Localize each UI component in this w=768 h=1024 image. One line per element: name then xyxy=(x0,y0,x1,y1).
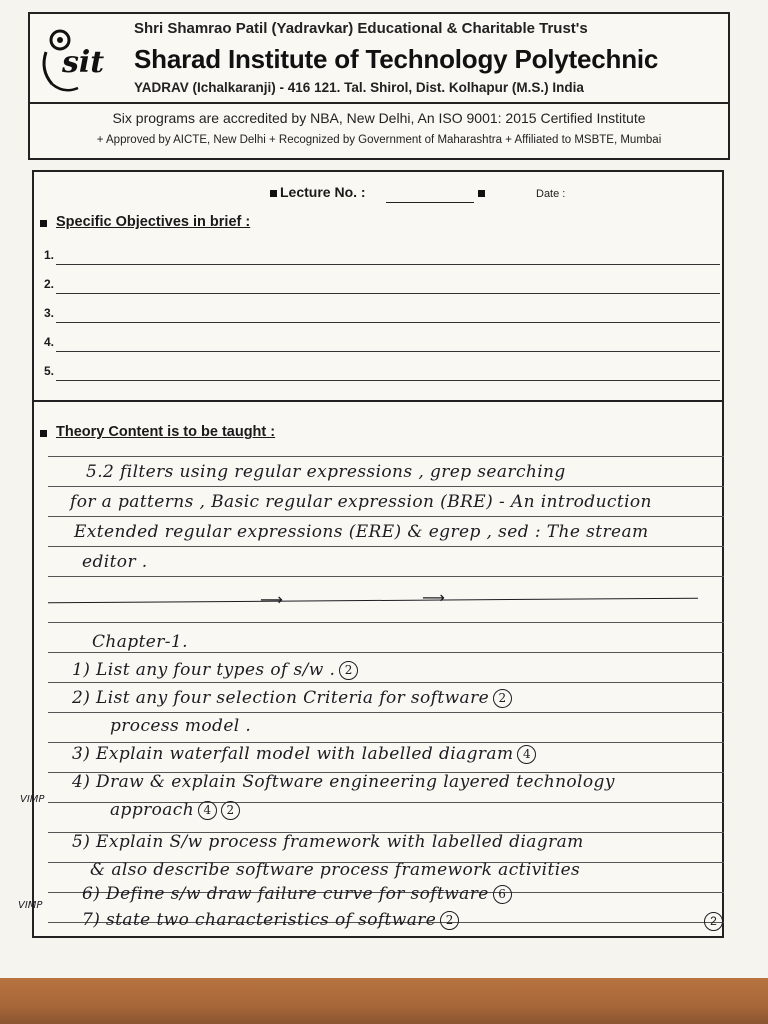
handwritten-topic-line: Extended regular expressions (ERE) & egrep , sed : The stream xyxy=(74,522,649,542)
objective-rule xyxy=(56,351,720,352)
objectives-title: Specific Objectives in brief : xyxy=(56,214,251,230)
marks-badge: 4 xyxy=(517,745,536,764)
objective-number: 4. xyxy=(44,335,55,349)
objective-rule xyxy=(56,264,720,265)
objective-number: 2. xyxy=(44,277,55,291)
ruled-line xyxy=(48,486,724,487)
vimp-note: VIMP xyxy=(20,794,45,805)
objective-rule xyxy=(56,380,720,381)
objective-rule xyxy=(56,322,720,323)
arrow-icon: ⟶ xyxy=(422,588,445,607)
ruled-line xyxy=(48,652,724,653)
theory-title: Theory Content is to be taught : xyxy=(56,424,276,440)
handwritten-arrow-line xyxy=(48,598,698,604)
section-divider xyxy=(34,400,722,402)
ruled-line xyxy=(48,682,724,683)
objective-line-3[interactable] xyxy=(44,306,720,326)
question-4-continued: approach 4 2 xyxy=(110,800,240,820)
marks-badge: 6 xyxy=(493,885,512,904)
objective-line-1[interactable] xyxy=(44,248,720,268)
objective-line-2[interactable] xyxy=(44,277,720,297)
accreditation-box xyxy=(28,104,730,160)
ruled-line xyxy=(48,516,724,517)
bullet-icon xyxy=(40,220,47,227)
lecture-no-field[interactable] xyxy=(386,202,474,203)
question-7: 7) state two characteristics of software 2 xyxy=(82,910,459,930)
objective-number: 5. xyxy=(44,364,55,378)
bullet-icon xyxy=(40,430,47,437)
ruled-line xyxy=(48,712,724,713)
accreditation-text: Six programs are accredited by NBA, New Delhi, An ISO 9001: 2015 Certified Institute xyxy=(112,110,646,126)
institute-header xyxy=(28,12,730,104)
bullet-icon xyxy=(478,190,485,197)
objective-line-5[interactable] xyxy=(44,364,720,384)
marks-badge: 2 xyxy=(493,689,512,708)
logo-text: sit xyxy=(62,45,105,80)
objective-number: 1. xyxy=(44,248,55,262)
question-1: 1) List any four types of s/w . 2 xyxy=(72,660,358,680)
lecture-row xyxy=(34,184,722,204)
handwritten-topic-line: for a patterns , Basic regular expression (BRE) - An introduction xyxy=(70,492,652,512)
approvals-text: + Approved by AICTE, New Delhi + Recognized by Government of Maharashtra + Affiliated to MSBTE, Mumbai xyxy=(96,134,662,146)
handwritten-topic-line: editor . xyxy=(82,552,148,572)
question-5: 5) Explain S/w process framework with labelled diagram xyxy=(72,832,584,852)
ruled-line xyxy=(48,456,724,457)
arrow-icon: ⟶ xyxy=(260,590,283,609)
handwritten-topic-line: 5.2 filters using regular expressions , grep searching xyxy=(86,462,566,482)
trust-name: Shri Shamrao Patil (Yadravkar) Educational & Charitable Trust's xyxy=(134,20,588,37)
question-2-continued: process model . xyxy=(110,716,252,736)
institute-name: Sharad Institute of Technology Polytechnic xyxy=(134,44,659,74)
ruled-line xyxy=(48,742,724,743)
question-2: 2) List any four selection Criteria for software 2 xyxy=(72,688,512,708)
ruled-line xyxy=(48,622,724,623)
marks-badge: 2 xyxy=(221,801,240,820)
institute-logo-icon xyxy=(38,22,116,98)
desk-surface xyxy=(0,975,768,1024)
marks-badge: 2 xyxy=(339,661,358,680)
ruled-line xyxy=(48,576,724,577)
question-4: 4) Draw & explain Software engineering layered technology xyxy=(72,772,615,792)
marks-badge: 2 xyxy=(704,912,723,931)
chapter-heading: Chapter-1. xyxy=(92,632,188,652)
question-6: 6) Define s/w draw failure curve for software 6 xyxy=(82,884,512,904)
question-3: 3) Explain waterfall model with labelled diagram 4 xyxy=(72,744,536,764)
bullet-icon xyxy=(270,190,277,197)
objective-rule xyxy=(56,293,720,294)
ruled-line xyxy=(48,546,724,547)
date-label: Date : xyxy=(536,188,566,200)
institute-address: YADRAV (Ichalkaranji) - 416 121. Tal. Shirol, Dist. Kolhapur (M.S.) India xyxy=(134,80,584,95)
vimp-note: VIMP xyxy=(18,900,43,911)
marks-badge: 4 xyxy=(198,801,217,820)
objective-line-4[interactable] xyxy=(44,335,720,355)
question-5-continued: & also describe software process framework activities xyxy=(90,860,581,880)
lecture-form xyxy=(18,170,724,938)
lecture-no-label: Lecture No. : xyxy=(280,184,366,200)
marks-badge: 2 xyxy=(440,911,459,930)
objective-number: 3. xyxy=(44,306,55,320)
